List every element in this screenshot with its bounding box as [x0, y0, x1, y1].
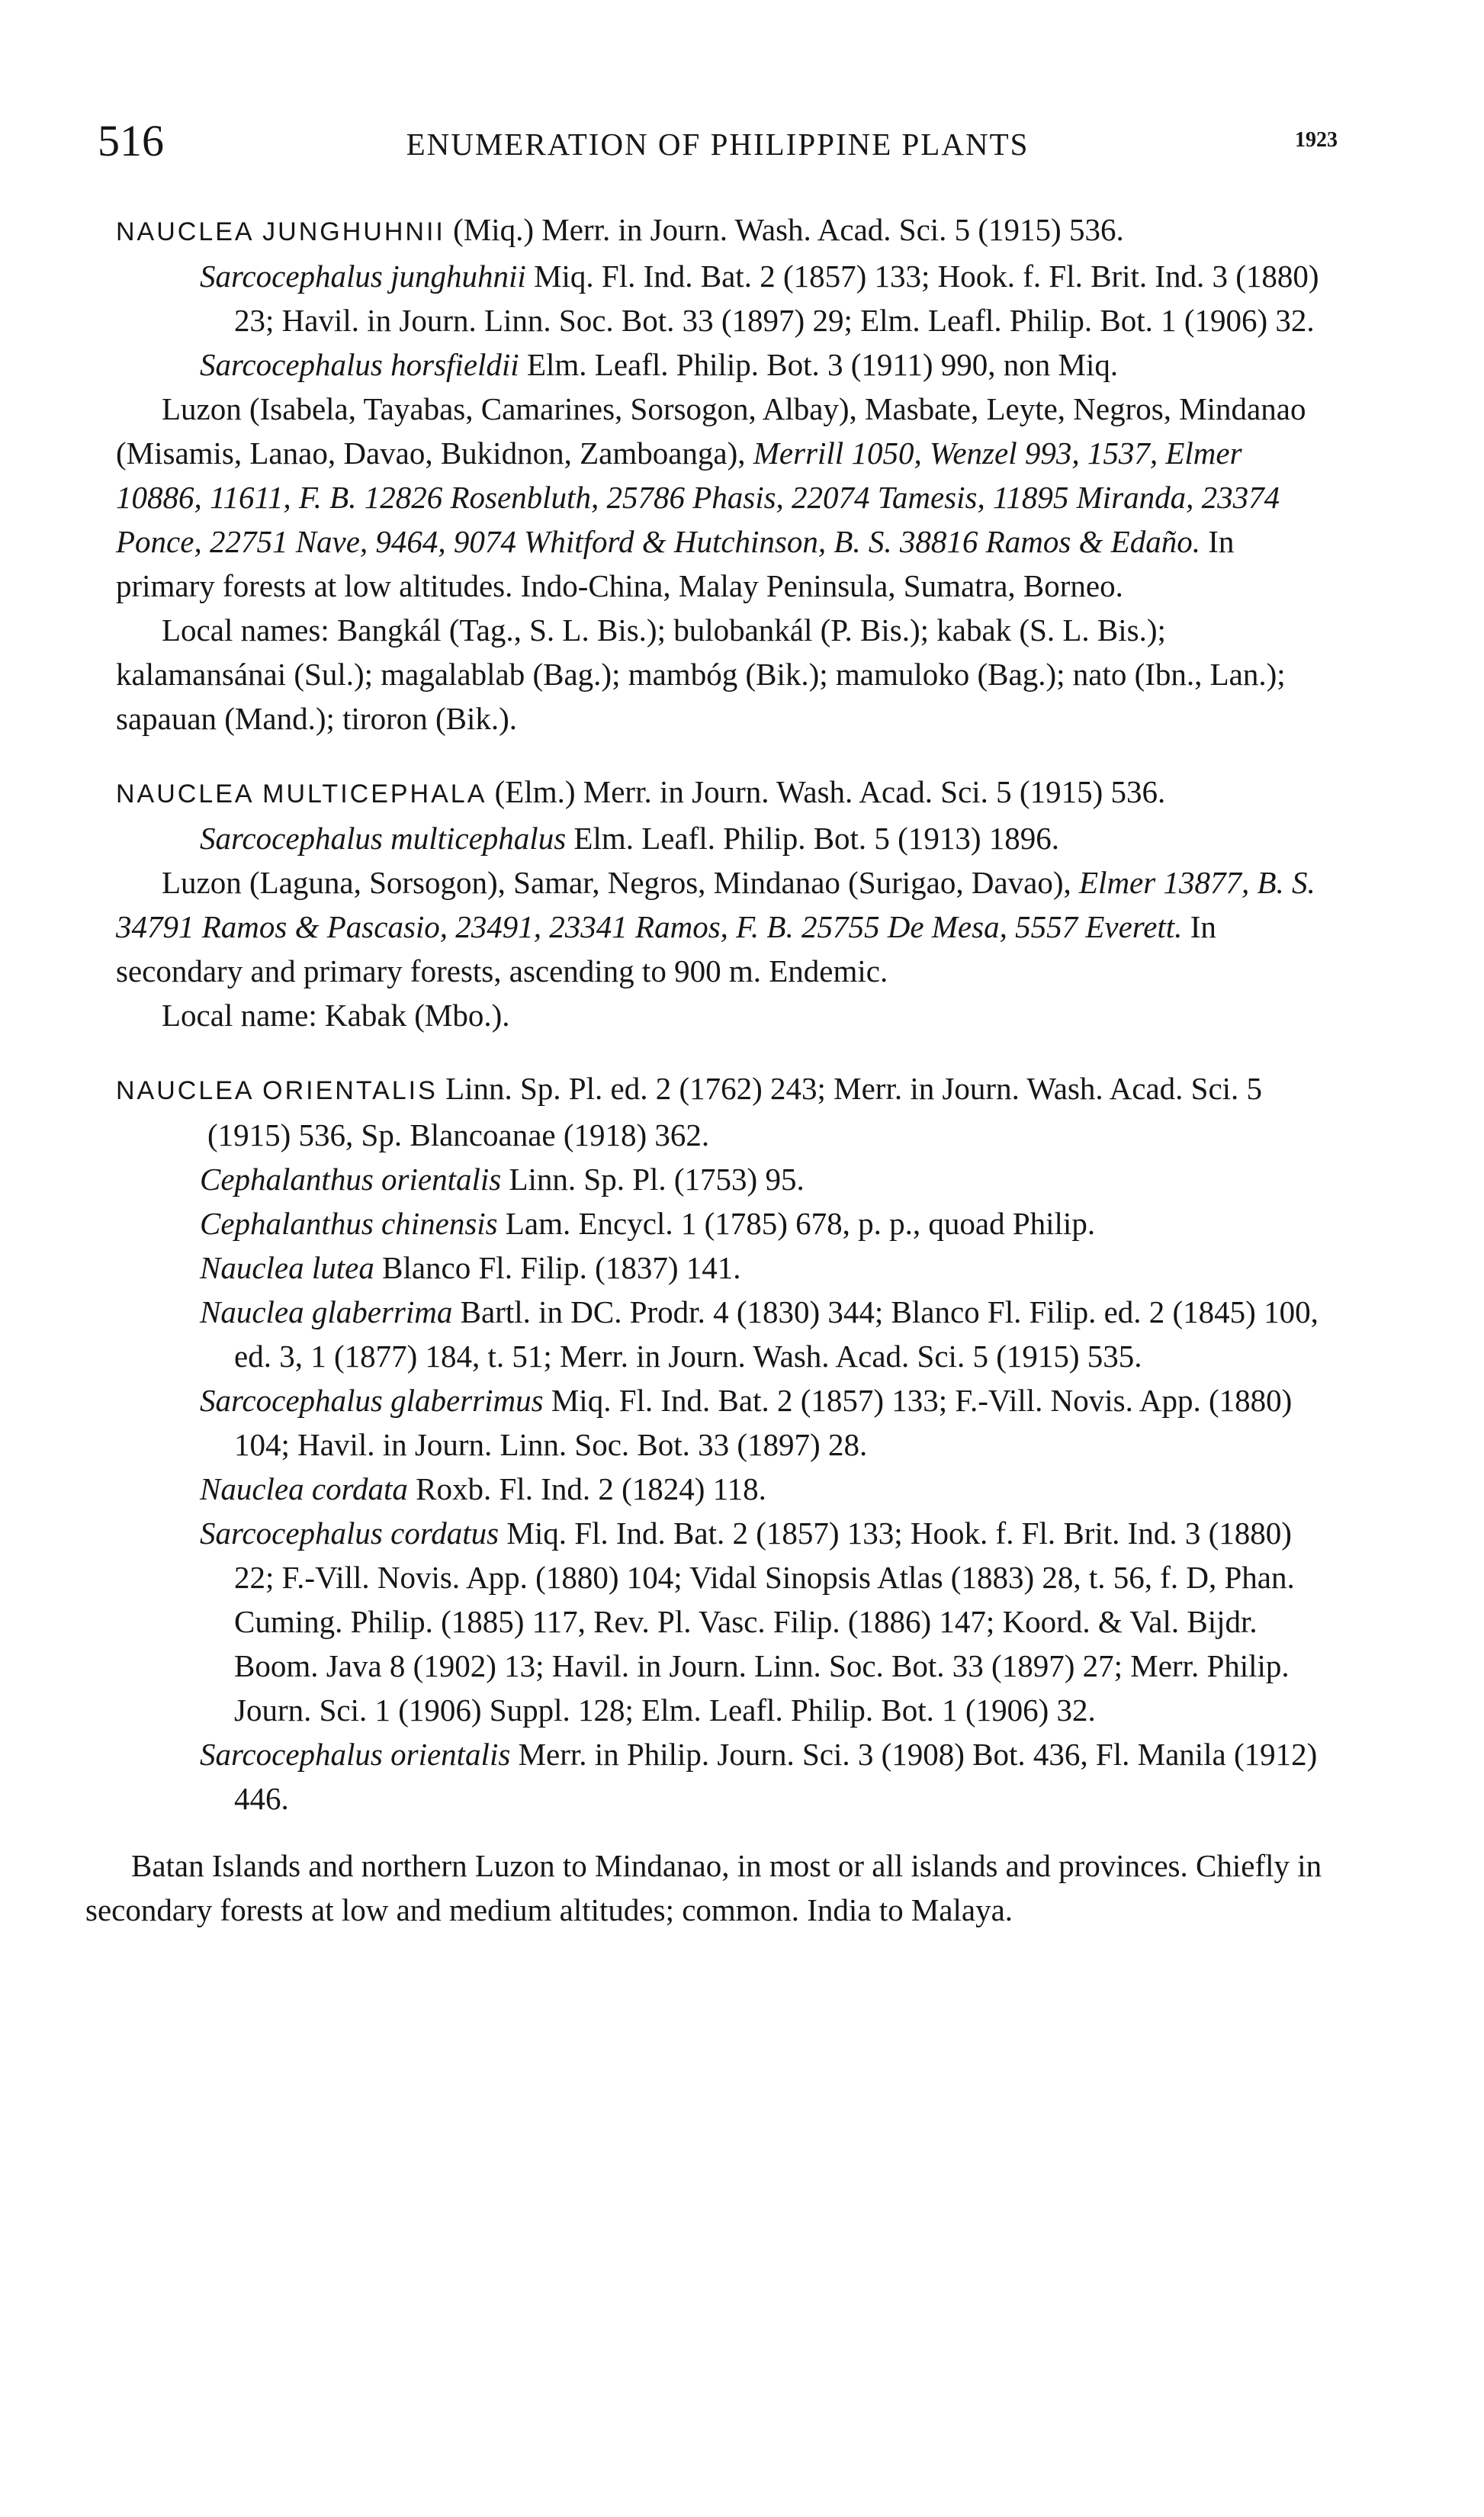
synonym-citation: Elm. Leafl. Philip. Bot. 5 (1913) 1896. [566, 821, 1059, 856]
distribution-habitat: In primary forests at low altitudes. Indo-China, Malay Peninsula, Sumatra, Borneo. [116, 524, 1235, 603]
synonym-name: Sarcocephalus cordatus [200, 1516, 499, 1551]
species-entry [116, 1066, 1330, 1157]
species-name: NAUCLEA ORIENTALIS [116, 1076, 438, 1105]
synonym-name: Nauclea lutea [200, 1250, 374, 1285]
synonym-citation: Roxb. Fl. Ind. 2 (1824) 118. [407, 1471, 766, 1506]
specimen-collectors: Merrill 1050, Wenzel 993, 1537, Elmer 10886, 11611, F. B. 12826 Rosenbluth, 25786 Phasis, 22074 Tamesis, 11895 Miranda, 23374 Ponce, 22751 Nave, 9464, 9074 Whitford & Hutchinson, B. S. 38816 Ramos & Edaño. [116, 436, 1280, 559]
synonym-citation: Lam. Encycl. 1 (1785) 678, p. p., quoad Philip. [497, 1206, 1096, 1241]
local-names: Local name: Kabak (Mbo.). [162, 998, 510, 1033]
species-citation: Linn. Sp. Pl. ed. 2 (1762) 243; Merr. in Journ. Wash. Acad. Sci. 5 (1915) 536, Sp. Blancoanae (1918) 362. [207, 1071, 1263, 1152]
distribution-habitat: In secondary and primary forests, ascending to 900 m. Endemic. [116, 909, 1216, 988]
page-body [85, 207, 1330, 1932]
distribution-paragraph [116, 860, 1330, 993]
synonym [116, 816, 1330, 860]
synonym-citation: Miq. Fl. Ind. Bat. 2 (1857) 133; Hook. f. Fl. Brit. Ind. 3 (1880) 23; Havil. in Journ. Linn. Soc. Bot. 33 (1897) 29; Elm. Leafl. Philip. Bot. 1 (1906) 32. [234, 259, 1319, 338]
synonym [116, 1246, 1330, 1290]
synonym-name: Cephalanthus chinensis [200, 1206, 498, 1241]
page-number: 516 [98, 116, 164, 166]
synonym-citation: Linn. Sp. Pl. (1753) 95. [501, 1162, 805, 1197]
synonym-name: Nauclea glaberrima [200, 1294, 453, 1329]
synonym [116, 254, 1330, 342]
synonym-citation: Miq. Fl. Ind. Bat. 2 (1857) 133; F.-Vill. Novis. App. (1880) 104; Havil. in Journ. Linn. Soc. Bot. 33 (1897) 28. [234, 1383, 1293, 1462]
synonym [116, 1732, 1330, 1821]
synonym-citation: Merr. in Philip. Journ. Sci. 3 (1908) Bot. 436, Fl. Manila (1912) 446. [234, 1737, 1318, 1816]
synonym [116, 1511, 1330, 1732]
specimen-collectors: Elmer 13877, B. S. 34791 Ramos & Pascasio, 23491, 23341 Ramos, F. B. 25755 De Mesa, 5557 Everett. [116, 865, 1315, 944]
synonym-name: Sarcocephalus orientalis [200, 1737, 511, 1772]
species-entry [116, 770, 1330, 816]
distribution-paragraph [116, 387, 1330, 608]
synonym [116, 1201, 1330, 1246]
species-citation: (Elm.) Merr. in Journ. Wash. Acad. Sci. 5 (1915) 536. [487, 774, 1166, 809]
synonym-citation: Elm. Leafl. Philip. Bot. 3 (1911) 990, non Miq. [519, 347, 1119, 382]
synonym [116, 1290, 1330, 1378]
species-entry [116, 207, 1330, 254]
synonym-name: Cephalanthus orientalis [200, 1162, 502, 1197]
synonym-name: Sarcocephalus horsfieldii [200, 347, 519, 382]
running-title: ENUMERATION OF PHILIPPINE PLANTS [406, 127, 1029, 162]
synonym [116, 1378, 1330, 1467]
synonym [116, 1157, 1330, 1201]
publication-year: 1923 [1295, 128, 1338, 152]
synonym-name: Nauclea cordata [200, 1471, 408, 1506]
species-name: NAUCLEA MULTICEPHALA [116, 780, 487, 808]
synonym-name: Sarcocephalus junghuhnii [200, 259, 526, 294]
species-name: NAUCLEA JUNGHUHNII [116, 217, 445, 246]
synonym-citation: Blanco Fl. Filip. (1837) 141. [374, 1250, 741, 1285]
synonym-name: Sarcocephalus multicephalus [200, 821, 567, 856]
synonym-citation: Bartl. in DC. Prodr. 4 (1830) 344; Blanco Fl. Filip. ed. 2 (1845) 100, ed. 3, 1 (1877) 184, t. 51; Merr. in Journ. Wash. Acad. Sci. 5 (1915) 535. [234, 1294, 1319, 1374]
species-citation: (Miq.) Merr. in Journ. Wash. Acad. Sci. 5 (1915) 536. [445, 212, 1124, 247]
distribution-paragraph: Batan Islands and northern Luzon to Mindanao, in most or all islands and provinces. Chiefly in secondary forests at low and medium altitudes; common. India to Malaya. [85, 1848, 1322, 1927]
synonym [116, 1467, 1330, 1511]
page-header [98, 114, 1338, 168]
synonym-citation: Miq. Fl. Ind. Bat. 2 (1857) 133; Hook. f. Fl. Brit. Ind. 3 (1880) 22; F.-Vill. Novis. App. (1880) 104; Vidal Sinopsis Atlas (1883) 28, t. 56, f. D, Phan. Cuming. Philip. (1885) 117, Rev. Pl. Vasc. Filip. (1886) 147; Koord. & Val. Bijdr. Boom. Java 8 (1902) 13; Havil. in Journ. Linn. Soc. Bot. 33 (1897) 27; Merr. Philip. Journ. Sci. 1 (1906) Suppl. 128; Elm. Leafl. Philip. Bot. 1 (1906) 32. [234, 1516, 1295, 1728]
synonym [116, 342, 1330, 387]
local-names: Local names: Bangkál (Tag., S. L. Bis.); bulobankál (P. Bis.); kabak (S. L. Bis.); kalamansánai (Sul.); magalablab (Bag.); mambóg (Bik.); mamuloko (Bag.); nato (Ibn., Lan.); sapauan (Mand.); tiroron (Bik.). [116, 612, 1286, 736]
synonym-name: Sarcocephalus glaberrimus [200, 1383, 544, 1418]
distribution-localities: Luzon (Laguna, Sorsogon), Samar, Negros, Mindanao (Surigao, Davao), [162, 865, 1080, 900]
distribution-localities: Luzon (Isabela, Tayabas, Camarines, Sorsogon, Albay), Masbate, Leyte, Negros, Mindanao (Misamis, Lanao, Davao, Bukidnon, Zamboanga), [116, 391, 1306, 471]
